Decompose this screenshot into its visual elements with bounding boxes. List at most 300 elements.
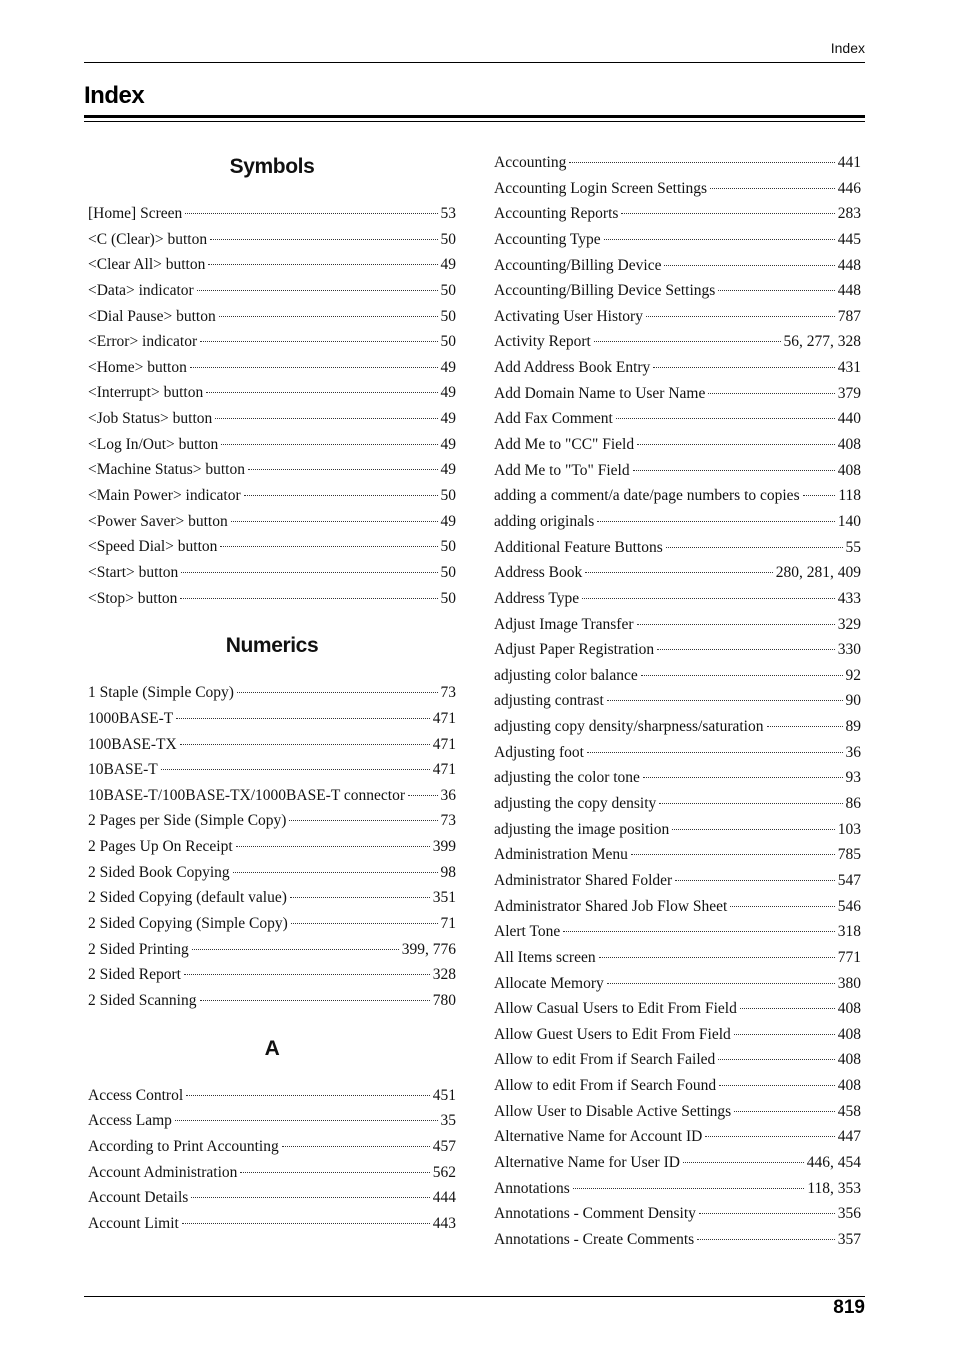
dot-leader — [659, 802, 842, 804]
index-entry-pages: 92 — [845, 666, 861, 684]
index-entry-pages: 547 — [837, 871, 861, 889]
index-entry-term: Accounting Login Screen Settings — [494, 179, 708, 197]
index-entry-term: 2 Sided Book Copying — [88, 863, 230, 881]
running-head: Index — [830, 40, 865, 56]
index-entry-term: adding originals — [494, 512, 595, 530]
index-entry — [494, 714, 861, 740]
dot-leader — [282, 1145, 430, 1147]
dot-leader — [208, 263, 437, 265]
index-entry-pages: 93 — [845, 769, 861, 787]
dot-leader — [708, 392, 834, 394]
index-entry-term: 2 Sided Copying (default value) — [88, 889, 287, 907]
index-entry-pages: 98 — [440, 863, 456, 881]
dot-leader — [219, 315, 438, 317]
index-entry-term: 1 Staple (Simple Copy) — [88, 684, 234, 702]
index-entry-term: Annotations - Comment Density — [494, 1205, 696, 1223]
index-entry-pages: 49 — [440, 358, 456, 376]
dot-leader — [563, 930, 835, 932]
index-entry-pages: 35 — [440, 1112, 456, 1130]
index-entry-term: <Main Power> indicator — [88, 487, 241, 505]
dot-leader — [646, 315, 835, 317]
index-entry-pages: 280, 281, 409 — [775, 564, 861, 582]
index-entry — [494, 1073, 861, 1099]
index-entry-term: Adjust Paper Registration — [494, 641, 655, 659]
dot-leader — [231, 520, 438, 522]
index-entry — [88, 1185, 456, 1211]
dot-leader — [191, 1196, 429, 1198]
dot-leader — [734, 1033, 835, 1035]
index-entry-term: Allow Casual Users to Edit From Field — [494, 1000, 737, 1018]
index-entry — [88, 432, 456, 458]
page-number: 819 — [833, 1297, 865, 1318]
title-rule-thin — [84, 121, 865, 122]
index-entry — [494, 817, 861, 843]
index-entry-term: 10BASE-T — [88, 761, 158, 779]
dot-leader — [221, 443, 437, 445]
index-entry-pages: 318 — [837, 923, 861, 941]
index-entry — [494, 509, 861, 535]
dot-leader — [803, 494, 836, 496]
index-entry — [494, 663, 861, 689]
index-entry — [494, 996, 861, 1022]
index-entry — [494, 1047, 861, 1073]
index-entry-pages: 49 — [440, 256, 456, 274]
header-rule — [84, 62, 865, 63]
index-entry-pages: 546 — [837, 897, 861, 915]
index-entry — [494, 432, 861, 458]
index-entry — [494, 919, 861, 945]
index-entry — [88, 201, 456, 227]
index-entry — [88, 560, 456, 586]
index-entry-term: 2 Pages per Side (Simple Copy) — [88, 812, 287, 830]
index-entry-pages: 471 — [432, 709, 456, 727]
index-entry — [494, 1201, 861, 1227]
dot-leader — [587, 751, 843, 753]
index-entry-pages: 433 — [837, 589, 861, 607]
index-entry — [494, 586, 861, 612]
dot-leader — [675, 879, 835, 881]
index-entry — [494, 894, 861, 920]
index-entry-term: Add Me to "To" Field — [494, 461, 630, 479]
index-entry-pages: 471 — [432, 761, 456, 779]
index-entry-pages: 356 — [837, 1205, 861, 1223]
index-entry-term: adding a comment/a date/page numbers to copies — [494, 487, 800, 505]
dot-leader — [244, 494, 438, 496]
index-entry — [88, 1211, 456, 1237]
index-entry-pages: 447 — [837, 1128, 861, 1146]
index-entry-term: Add Me to "CC" Field — [494, 436, 635, 454]
index-entry-term: <Start> button — [88, 563, 179, 581]
index-entry-pages: 448 — [837, 256, 861, 274]
index-entry-pages: 283 — [837, 205, 861, 223]
index-entry — [88, 1160, 456, 1186]
dot-leader — [767, 725, 843, 727]
index-entry-term: 10BASE-T/100BASE-TX/1000BASE-T connector — [88, 786, 406, 804]
index-entry-term: <Stop> button — [88, 589, 178, 607]
index-entry — [88, 509, 456, 535]
index-column-left — [88, 150, 456, 1236]
section-heading: Numerics — [225, 634, 319, 658]
index-entry-pages: 357 — [837, 1230, 861, 1248]
index-entry-term: Add Address Book Entry — [494, 359, 651, 377]
dot-leader — [633, 469, 835, 471]
index-entry — [88, 483, 456, 509]
dot-leader — [718, 289, 834, 291]
index-entry — [88, 988, 456, 1014]
index-entry-term: Allow User to Disable Active Settings — [494, 1102, 732, 1120]
index-entry — [88, 406, 456, 432]
index-entry-pages: 49 — [440, 512, 456, 530]
index-entry-pages: 71 — [440, 915, 456, 933]
index-entry-pages: 780 — [432, 991, 456, 1009]
index-entry-pages: 50 — [440, 281, 456, 299]
index-entry-pages: 49 — [440, 461, 456, 479]
index-entry-pages: 771 — [837, 948, 861, 966]
dot-leader — [683, 1161, 804, 1163]
index-entry-pages: 471 — [432, 735, 456, 753]
index-entry-term: Activity Report — [494, 333, 591, 351]
dot-leader — [200, 999, 430, 1001]
index-entry — [494, 1176, 861, 1202]
index-entry — [88, 1108, 456, 1134]
index-entry-pages: 458 — [837, 1102, 861, 1120]
index-entry-term: 1000BASE-T — [88, 709, 174, 727]
index-entry — [494, 150, 861, 176]
index-entry — [88, 808, 456, 834]
index-column-right — [494, 150, 861, 1253]
index-entry-term: Address Book — [494, 564, 583, 582]
index-entry-term: <Speed Dial> button — [88, 538, 218, 556]
index-entry-pages: 50 — [440, 307, 456, 325]
index-entry-term: Alert Tone — [494, 923, 561, 941]
dot-leader — [236, 845, 430, 847]
index-entry-pages: 446, 454 — [806, 1153, 861, 1171]
index-entry — [494, 253, 861, 279]
index-entry-term: <C (Clear)> button — [88, 230, 208, 248]
index-entry — [88, 1134, 456, 1160]
page-title: Index — [84, 82, 145, 109]
index-entry-pages: 55 — [845, 538, 861, 556]
index-entry — [494, 637, 861, 663]
index-entry-pages: 330 — [837, 641, 861, 659]
index-entry-pages: 50 — [440, 563, 456, 581]
index-entry-term: 2 Sided Copying (Simple Copy) — [88, 915, 288, 933]
dot-leader — [161, 768, 430, 770]
dot-leader — [641, 674, 843, 676]
index-entry-term: Annotations - Create Comments — [494, 1230, 695, 1248]
index-entry-pages: 443 — [432, 1214, 456, 1232]
dot-leader — [290, 896, 430, 898]
dot-leader — [616, 417, 835, 419]
index-entry — [494, 1124, 861, 1150]
index-entry — [88, 329, 456, 355]
index-entry-term: Allow to edit From if Search Found — [494, 1077, 717, 1095]
dot-leader — [186, 1094, 430, 1096]
index-entry — [88, 962, 456, 988]
dot-leader — [289, 819, 437, 821]
index-entry-term: Allow to edit From if Search Failed — [494, 1051, 716, 1069]
index-entry — [494, 227, 861, 253]
index-entry-pages: 118, 353 — [807, 1179, 861, 1197]
index-entry — [88, 860, 456, 886]
index-entry-pages: 49 — [440, 384, 456, 402]
index-entry-term: Accounting/Billing Device — [494, 256, 662, 274]
index-entry — [494, 765, 861, 791]
index-entry-term: adjusting the image position — [494, 820, 670, 838]
dot-leader — [237, 691, 438, 693]
index-entry — [88, 885, 456, 911]
index-entry — [494, 1099, 861, 1125]
index-entry-term: <Power Saver> button — [88, 512, 228, 530]
dot-leader — [719, 1084, 835, 1086]
index-entry-pages: 86 — [845, 795, 861, 813]
dot-leader — [210, 238, 437, 240]
index-entry-term: All Items screen — [494, 948, 596, 966]
index-entry-term: Activating User History — [494, 307, 643, 325]
index-entry — [88, 534, 456, 560]
index-entry-pages: 408 — [837, 461, 861, 479]
dot-leader — [697, 1238, 835, 1240]
index-entry-pages: 448 — [837, 282, 861, 300]
index-entry-pages: 89 — [845, 718, 861, 736]
section-heading: Symbols — [229, 155, 315, 178]
index-entry-pages: 50 — [440, 538, 456, 556]
index-entry-term: Alternative Name for User ID — [494, 1153, 680, 1171]
index-entry-pages: 444 — [432, 1189, 456, 1207]
index-entry-pages: 90 — [845, 692, 861, 710]
index-entry-pages: 408 — [837, 436, 861, 454]
dot-leader — [718, 1058, 834, 1060]
footer-rule — [84, 1296, 865, 1297]
index-entry-term: <Clear All> button — [88, 256, 206, 274]
index-entry-pages: 49 — [440, 410, 456, 428]
index-entry — [494, 535, 861, 561]
index-entry-pages: 351 — [432, 889, 456, 907]
dot-leader — [190, 366, 438, 368]
dot-leader — [180, 743, 430, 745]
index-entry — [88, 304, 456, 330]
index-entry — [88, 732, 456, 758]
index-entry-term: According to Print Accounting — [88, 1137, 279, 1155]
index-entry-term: <Home> button — [88, 358, 187, 376]
dot-leader — [176, 717, 430, 719]
dot-leader — [582, 597, 835, 599]
dot-leader — [175, 1119, 438, 1121]
dot-leader — [184, 973, 430, 975]
index-entry — [88, 757, 456, 783]
index-entry-term: Account Limit — [88, 1214, 179, 1232]
index-entry — [494, 458, 861, 484]
dot-leader — [206, 391, 437, 393]
index-entry — [494, 355, 861, 381]
index-entry — [494, 1227, 861, 1253]
index-entry-pages: 53 — [440, 205, 456, 222]
index-entry — [494, 201, 861, 227]
index-entry-term: Add Domain Name to User Name — [494, 384, 706, 402]
index-entry — [494, 688, 861, 714]
index-entry-term: Account Administration — [88, 1163, 238, 1181]
index-entry — [494, 483, 861, 509]
index-entry — [88, 252, 456, 278]
index-entry-pages: 50 — [440, 589, 456, 607]
dot-leader — [585, 571, 772, 573]
index-entry-pages: 103 — [837, 820, 861, 838]
dot-leader — [408, 794, 437, 796]
index-entry-pages: 440 — [837, 410, 861, 428]
dot-leader — [291, 922, 438, 924]
index-entry — [88, 278, 456, 304]
dot-leader — [240, 1171, 429, 1173]
index-entry-term: adjusting the color tone — [494, 769, 640, 787]
dot-leader — [594, 340, 781, 342]
dot-leader — [573, 1187, 805, 1189]
index-entry-term: Allow Guest Users to Edit From Field — [494, 1025, 731, 1043]
index-entry-pages: 380 — [837, 974, 861, 992]
index-entry-term: Administrator Shared Job Flow Sheet — [494, 897, 728, 915]
index-entry-term: adjusting the copy density — [494, 795, 657, 813]
dot-leader — [181, 571, 437, 573]
index-entry — [88, 911, 456, 937]
dot-leader — [631, 853, 835, 855]
index-entry-term: Adjust Image Transfer — [494, 615, 634, 633]
index-entry — [88, 680, 456, 706]
dot-leader — [637, 443, 835, 445]
index-entry-term: Accounting/Billing Device Settings — [494, 282, 716, 300]
dot-leader — [621, 212, 834, 214]
index-entry-pages: 785 — [837, 846, 861, 864]
index-entry-term: Accounting — [494, 154, 567, 171]
index-entry-pages: 73 — [440, 812, 456, 830]
index-entry-pages: 50 — [440, 333, 456, 351]
index-entry-term: Allocate Memory — [494, 974, 604, 992]
index-entry — [88, 1083, 456, 1109]
index-entry-term: Adjusting foot — [494, 743, 584, 761]
index-entry-term: <Machine Status> button — [88, 461, 245, 479]
dot-leader — [740, 1007, 835, 1009]
index-entry-pages: 73 — [440, 684, 456, 702]
dot-leader — [637, 623, 835, 625]
index-entry — [88, 783, 456, 809]
index-entry-term: Add Fax Comment — [494, 410, 613, 428]
index-entry — [88, 227, 456, 253]
dot-leader — [653, 366, 834, 368]
index-entry-term: Accounting Type — [494, 230, 601, 248]
dot-leader — [672, 828, 835, 830]
index-entry-pages: 408 — [837, 1000, 861, 1018]
dot-leader — [710, 187, 835, 189]
dot-leader — [597, 520, 834, 522]
index-entry — [88, 586, 456, 612]
index-entry-term: Accounting Reports — [494, 205, 619, 223]
index-entry-term: 2 Pages Up On Receipt — [88, 838, 233, 856]
index-entry — [494, 381, 861, 407]
dot-leader — [192, 948, 399, 950]
dot-leader — [200, 340, 437, 342]
index-entry-term: Address Type — [494, 589, 580, 607]
dot-leader — [197, 289, 438, 291]
dot-leader — [220, 545, 437, 547]
index-entry-pages: 408 — [837, 1025, 861, 1043]
dot-leader — [180, 597, 437, 599]
index-entry-term: adjusting copy density/sharpness/saturation — [494, 718, 764, 736]
index-entry — [494, 740, 861, 766]
index-entry-pages: 408 — [837, 1077, 861, 1095]
index-entry-pages: 118 — [838, 487, 861, 505]
index-entry-term: Administration Menu — [494, 846, 628, 864]
index-entry-term: <Dial Pause> button — [88, 307, 216, 325]
index-entry-pages: 49 — [440, 435, 456, 453]
dot-leader — [730, 905, 834, 907]
index-entry-pages: 562 — [432, 1163, 456, 1181]
index-entry-term: <Job Status> button — [88, 410, 213, 428]
index-entry — [88, 380, 456, 406]
index-entry-pages: 399, 776 — [401, 940, 456, 958]
index-entry — [494, 868, 861, 894]
index-entry-pages: 379 — [837, 384, 861, 402]
dot-leader — [569, 161, 834, 163]
index-entry-term: Annotations — [494, 1179, 570, 1197]
index-entry — [494, 971, 861, 997]
index-entry-term: 2 Sided Printing — [88, 940, 189, 958]
dot-leader — [607, 699, 843, 701]
dot-leader — [248, 468, 438, 470]
index-entry-term: 2 Sided Report — [88, 966, 181, 984]
index-entry-term: Access Lamp — [88, 1112, 172, 1130]
index-entry-pages: 445 — [837, 230, 861, 248]
index-entry — [88, 706, 456, 732]
dot-leader — [664, 264, 834, 266]
index-entry-pages: 56, 277, 328 — [783, 333, 861, 351]
dot-leader — [599, 956, 835, 958]
index-entry — [494, 842, 861, 868]
index-entry — [494, 406, 861, 432]
index-entry-pages: 408 — [837, 1051, 861, 1069]
dot-leader — [699, 1212, 835, 1214]
index-entry-pages: 140 — [837, 512, 861, 530]
index-entry-pages: 36 — [440, 786, 456, 804]
index-entry-pages: 446 — [837, 179, 861, 197]
index-entry-term: Administrator Shared Folder — [494, 871, 673, 889]
index-entry-term: Account Details — [88, 1189, 189, 1207]
dot-leader — [185, 212, 437, 214]
index-entry-pages: 451 — [432, 1086, 456, 1104]
index-entry — [494, 791, 861, 817]
index-entry — [494, 278, 861, 304]
index-entry — [88, 834, 456, 860]
index-entry-pages: 441 — [837, 154, 861, 171]
dot-leader — [666, 546, 843, 548]
index-entry-pages: 329 — [837, 615, 861, 633]
index-entry — [88, 457, 456, 483]
index-entry-pages: 36 — [845, 743, 861, 761]
index-entry — [494, 176, 861, 202]
index-entry-term: adjusting contrast — [494, 692, 604, 710]
dot-leader — [182, 1222, 430, 1224]
dot-leader — [607, 982, 835, 984]
dot-leader — [233, 871, 438, 873]
index-entry-pages: 328 — [432, 966, 456, 984]
dot-leader — [705, 1135, 834, 1137]
index-entry-term: <Data> indicator — [88, 281, 194, 299]
index-entry — [494, 1022, 861, 1048]
dot-leader — [657, 648, 835, 650]
index-entry-term: [Home] Screen — [88, 205, 183, 222]
index-entry-pages: 50 — [440, 487, 456, 505]
index-entry-term: Access Control — [88, 1086, 184, 1104]
index-entry-term: 100BASE-TX — [88, 735, 177, 753]
index-entry-pages: 50 — [440, 230, 456, 248]
index-entry-term: Additional Feature Buttons — [494, 538, 663, 556]
